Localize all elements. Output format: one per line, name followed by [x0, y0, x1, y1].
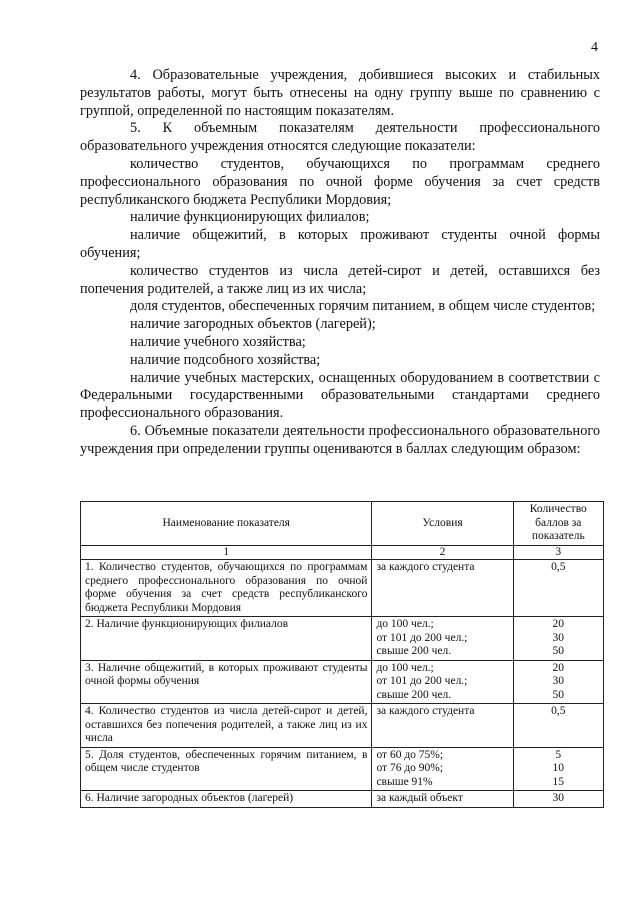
condition: свыше 200 чел.: [376, 688, 452, 701]
paragraph: наличие загородных объектов (лагерей);: [130, 316, 376, 333]
condition: до 100 чел.;: [376, 661, 434, 674]
points-value: 30: [552, 631, 565, 644]
paragraph: наличие общежитий, в которых проживают студенты очной формы обучения;: [80, 227, 600, 261]
points-value: 20: [552, 618, 565, 630]
paragraph: 6. Объемные показатели деятельности профессионального образовательного учреждения при определении группы оцениваются в баллах следующим образом:: [80, 422, 600, 457]
column-number: 3: [513, 545, 603, 560]
conditions-cell: [372, 704, 513, 748]
indicator-name: 1. Количество студентов, обучающихся по программам среднего профессионального образования по очной форме обучения за счет средств республиканского бюджета Республики Мордовия: [81, 560, 372, 617]
paragraph: количество студентов, обучающихся по программам среднего профессионального образования по очной форме обучения за счет средств республиканского бюджета Республики Мордовия;: [80, 155, 600, 208]
points-value: 50: [552, 688, 565, 701]
points-cell: [513, 560, 603, 617]
indicator-name: 5. Доля студентов, обеспеченных горячим питанием, в общем числе студентов: [81, 747, 372, 791]
condition: от 101 до 200 чел.;: [376, 675, 468, 687]
indicators-table: [80, 501, 604, 808]
table-row: [81, 791, 604, 808]
conditions-cell: [372, 747, 513, 791]
paragraph: 4. Образовательные учреждения, добившиеся высоких и стабильных результатов работы, могут быть отнесены на одну группу выше по сравнению с группой, определенной по настоящим показателям.: [80, 67, 600, 119]
conditions-cell: [372, 660, 513, 704]
table-row: [81, 660, 604, 704]
column-number-row: [81, 545, 604, 560]
points-value: 30: [552, 792, 565, 804]
conditions-cell: [372, 560, 513, 617]
points-cell: [513, 704, 603, 748]
indicator-name: 2. Наличие функционирующих филиалов: [81, 617, 372, 661]
indicator-name: 4. Количество студентов из числа детей-сирот и детей, оставшихся без попечения родителей, а также лиц из их числа: [81, 704, 372, 748]
points-value: 20: [552, 661, 565, 674]
paragraph: доля студентов, обеспеченных горячим питанием, в общем числе студентов;: [130, 298, 596, 315]
points-value: 5: [555, 748, 562, 761]
condition: свыше 91%: [376, 775, 433, 788]
indicator-name: 6. Наличие загородных объектов (лагерей): [81, 791, 372, 808]
condition: за каждого студента: [376, 561, 475, 573]
paragraph: наличие учебных мастерских, оснащенных оборудованием в соответствии с Федеральными государственными образовательными стандартами среднего профессионального образования.: [80, 369, 600, 422]
table-row: [81, 704, 604, 748]
indicator-name: 3. Наличие общежитий, в которых проживают студенты очной формы обучения: [81, 660, 372, 704]
column-number: 2: [372, 545, 513, 560]
body-text: [80, 67, 600, 459]
points-cell: [513, 747, 603, 791]
points-cell: [513, 660, 603, 704]
points-cell: [513, 617, 603, 661]
paragraph: наличие функционирующих филиалов;: [130, 209, 370, 226]
condition: за каждый объект: [376, 792, 463, 804]
condition: от 101 до 200 чел.;: [376, 631, 468, 644]
points-value: 15: [552, 775, 565, 788]
points-value: 30: [552, 675, 565, 687]
points-value: 0,5: [551, 705, 566, 717]
table-row: [81, 617, 604, 661]
condition: от 60 до 75%;: [376, 748, 444, 761]
points-cell: [513, 791, 603, 808]
header-indicator-name: Наименование показателя: [81, 502, 372, 546]
page-number: 4: [591, 40, 598, 55]
condition: свыше 200 чел.: [376, 645, 452, 657]
paragraph: наличие подсобного хозяйства;: [130, 351, 321, 368]
conditions-cell: [372, 617, 513, 661]
paragraph: 5. К объемным показателям деятельности профессионального образовательного учреждения относятся следующие показатели:: [80, 120, 600, 155]
column-number: 1: [81, 545, 372, 560]
points-value: 0,5: [551, 561, 566, 573]
table-header-row: [81, 502, 604, 546]
condition: до 100 чел.;: [376, 618, 434, 630]
condition: от 76 до 90%;: [376, 762, 444, 774]
table-row: [81, 747, 604, 791]
paragraph: количество студентов из числа детей-сирот и детей, оставшихся без попечения родителей, а также лиц из их числа;: [80, 262, 600, 297]
condition: за каждого студента: [376, 705, 475, 717]
header-points: Количество баллов за показатель: [513, 502, 603, 546]
conditions-cell: [372, 791, 513, 808]
points-value: 10: [552, 762, 565, 774]
header-conditions: Условия: [372, 502, 513, 546]
table-row: [81, 560, 604, 617]
points-value: 50: [552, 645, 565, 657]
paragraph: наличие учебного хозяйства;: [130, 333, 306, 350]
